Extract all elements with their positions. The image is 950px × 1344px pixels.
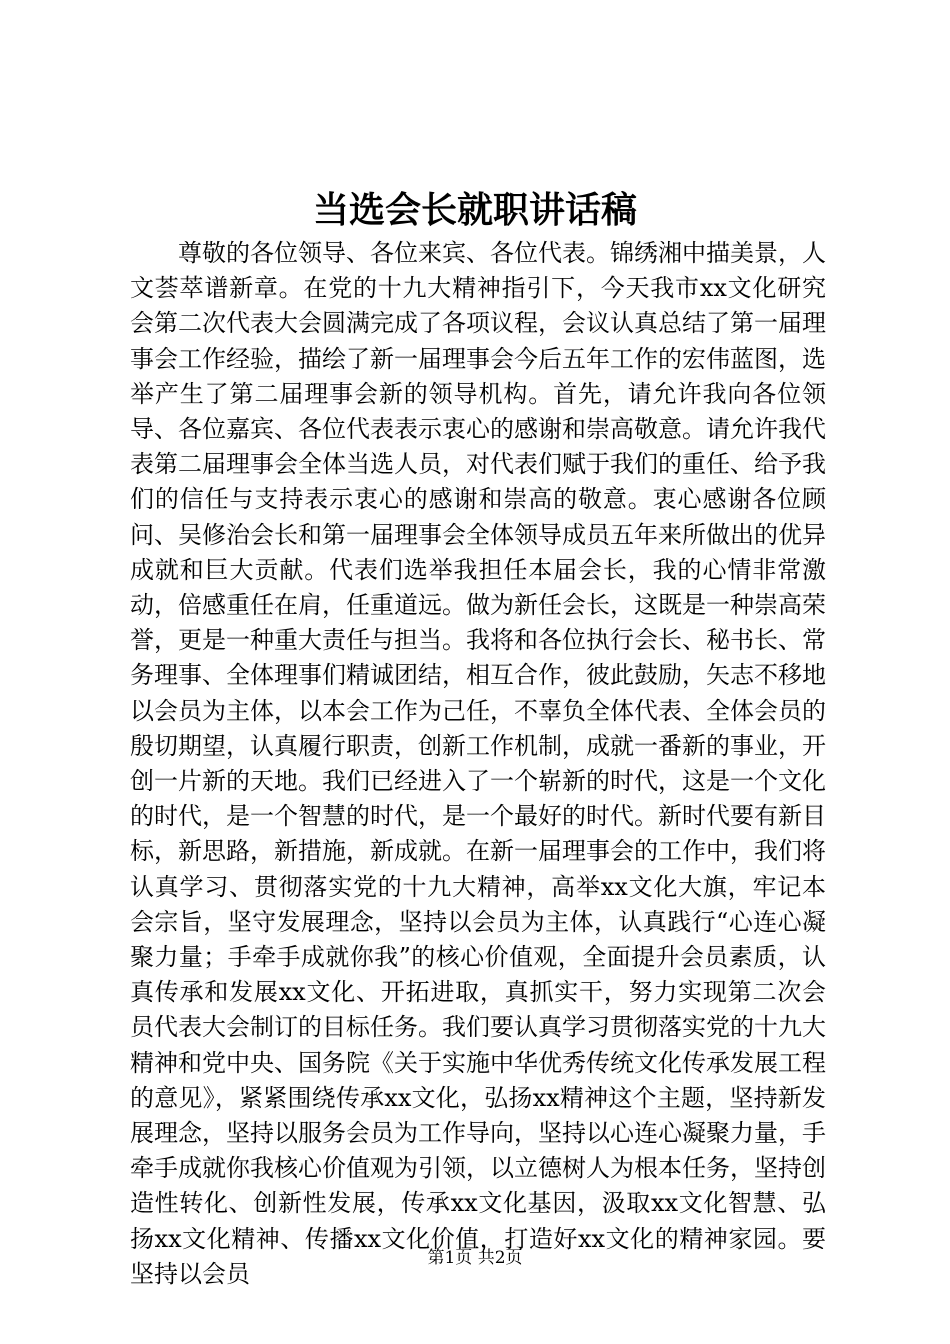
document-title: 当选会长就职讲话稿 [312,189,637,231]
body-paragraph: 尊敬的各位领导、各位来宾、各位代表。锦绣湘中描美景，人文荟萃谱新章。在党的十九大精神指引下，今天我市xx文化研究会第二次代表大会圆满完成了各项议程，会议认真总结了第一届理事会工作经验，描绘了新一届理事会今后五年工作的宏伟蓝图，选举产生了第二届理事会新的领导机构。首先，请允许我向各位领导、各位嘉宾、各位代表表示衷心的感谢和崇高敬意。请允许我代表第二届理事会全体当选人员，对代表们赋于我们的重任、给予我们的信任与支持表示衷心的感谢和崇高的敬意。衷心感谢各位顾问、吴修治会长和第一届理事会全体领导成员五年来所做出的优异成就和巨大贡献。代表们选举我担任本届会长，我的心情非常激动，倍感重任在肩，任重道远。做为新任会长，这既是一种崇高荣誉，更是一种重大责任与担当。我将和各位执行会长、秘书长、常务理事、全体理事们精诚团结，相互合作，彼此鼓励，矢志不移地以会员为主体，以本会工作为己任，不辜负全体代表、全体会员的殷切期望，认真履行职责，创新工作机制，成就一番新的事业，开创一片新的天地。我们已经进入了一个崭新的时代，这是一个文化的时代，是一个智慧的时代，是一个最好的时代。新时代要有新目标，新思路，新措施，新成就。在新一届理事会的工作中，我们将认真学习、贯彻落实党的十九大精神，高举xx文化大旗，牢记本会宗旨，坚守发展理念，坚持以会员为主体，认真践行“心连心凝聚力量；手牵手成就你我”的核心价值观，全面提升会员素质，认真传承和发展xx文化、开拓进取，真抓实干，努力实现第二次会员代表大会制订的目标任务。我们要认真学习贯彻落实党的十九大精神和党中央、国务院《关于实施中华优秀传统文化传承发展工程的意见》，紧紧围绕传承xx文化，弘扬xx精神这个主题，坚持新发展理念，坚持以服务会员为工作导向，坚持以心连心凝聚力量，手牵手成就你我核心价值观为引领，以立德树人为根本任务，坚持创造性转化、创新性发展，传承xx文化基因，汲取xx文化智慧、弘扬xx文化精神、传播xx文化价值，打造好xx文化的精神家园。要坚持以会员 [130,239,826,1288]
page-number: 第1页 共2页 [427,1248,523,1268]
